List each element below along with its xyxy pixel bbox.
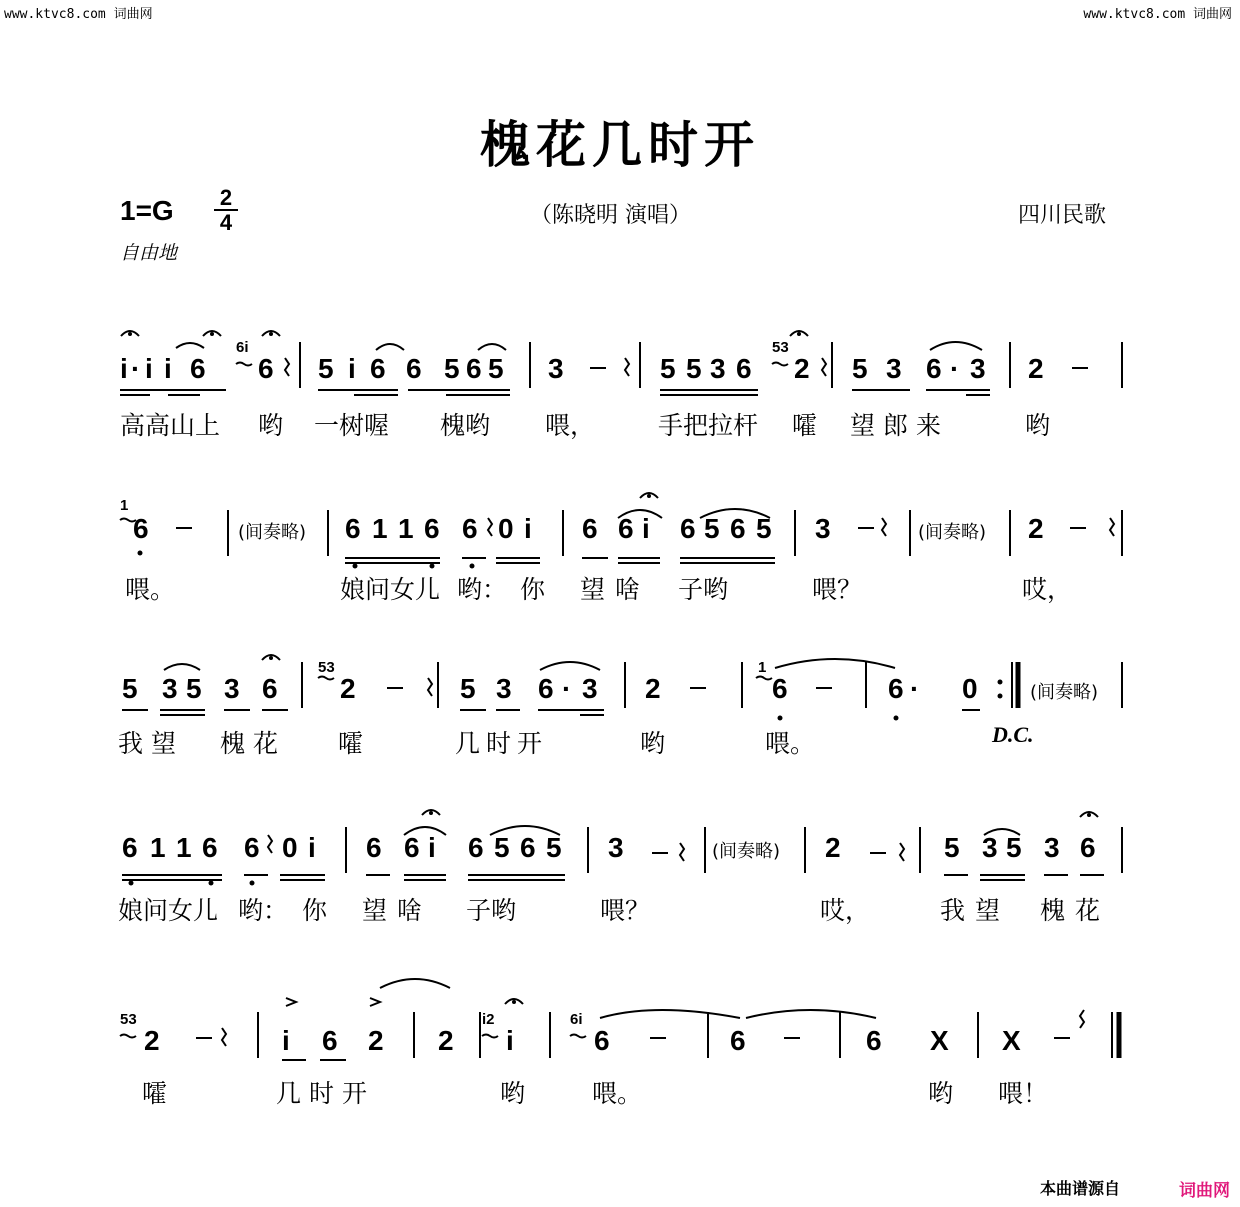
lyric: 我望 bbox=[118, 729, 185, 758]
svg-text:6: 6 bbox=[202, 832, 218, 863]
svg-text:6: 6 bbox=[538, 673, 554, 704]
lyric: 你 bbox=[302, 896, 328, 925]
svg-text:6: 6 bbox=[866, 1025, 882, 1056]
svg-text:·: · bbox=[950, 353, 960, 384]
lyric: 哟 bbox=[258, 411, 284, 440]
lyric: 娘问女儿 bbox=[118, 896, 219, 925]
lyric: 槐花 bbox=[1040, 896, 1111, 925]
svg-text:0: 0 bbox=[962, 673, 978, 704]
svg-text:3: 3 bbox=[710, 353, 726, 384]
watermark-left: www.ktvc8.com 词曲网 bbox=[4, 7, 153, 22]
svg-text:i: i bbox=[506, 1025, 514, 1056]
svg-text:5: 5 bbox=[660, 353, 676, 384]
svg-text:5: 5 bbox=[546, 832, 562, 863]
footer-logo[interactable]: 词曲网 bbox=[1179, 1181, 1230, 1201]
svg-text:6: 6 bbox=[1080, 832, 1096, 863]
lyric: 望啥 bbox=[362, 896, 433, 925]
svg-text:6: 6 bbox=[730, 1025, 746, 1056]
svg-text:i: i bbox=[524, 513, 532, 544]
svg-text:1: 1 bbox=[120, 497, 129, 514]
svg-text:1: 1 bbox=[176, 832, 192, 863]
svg-text:i: i bbox=[642, 513, 650, 544]
svg-text:·: · bbox=[910, 673, 920, 704]
lyric: 哎， bbox=[1022, 575, 1073, 604]
dc-marking: D.C. bbox=[992, 722, 1034, 747]
svg-text:2: 2 bbox=[645, 673, 661, 704]
svg-text:6: 6 bbox=[466, 353, 482, 384]
lyric: 槐哟 bbox=[440, 411, 491, 440]
svg-text:6: 6 bbox=[772, 673, 788, 704]
svg-text:5: 5 bbox=[460, 673, 476, 704]
lyric: 哟 bbox=[928, 1079, 954, 1108]
svg-text:i: i bbox=[348, 353, 356, 384]
svg-text:i: i bbox=[428, 832, 436, 863]
svg-text:6: 6 bbox=[345, 513, 361, 544]
svg-text:6: 6 bbox=[888, 673, 904, 704]
key-signature: 1=G bbox=[120, 195, 174, 226]
svg-text:6: 6 bbox=[133, 513, 149, 544]
lyric: 喂？ bbox=[600, 896, 651, 925]
svg-text:i: i bbox=[308, 832, 316, 863]
svg-text:6: 6 bbox=[680, 513, 696, 544]
svg-text:·: · bbox=[131, 353, 141, 384]
lyric: 槐花 bbox=[220, 729, 287, 758]
svg-text:2: 2 bbox=[438, 1025, 454, 1056]
svg-text:X: X bbox=[930, 1025, 949, 1056]
svg-text:6: 6 bbox=[370, 353, 386, 384]
svg-text:6: 6 bbox=[322, 1025, 338, 1056]
svg-text:6i: 6i bbox=[236, 339, 249, 356]
lyric: 望啥 bbox=[580, 575, 651, 604]
svg-text:6: 6 bbox=[520, 832, 536, 863]
footer-source: 本曲谱源自 bbox=[1039, 1179, 1120, 1198]
svg-text:1: 1 bbox=[398, 513, 414, 544]
svg-text:6: 6 bbox=[244, 832, 260, 863]
svg-text:6: 6 bbox=[190, 353, 206, 384]
svg-text:53: 53 bbox=[120, 1011, 137, 1028]
svg-text:i: i bbox=[145, 353, 153, 384]
svg-text:2: 2 bbox=[144, 1025, 160, 1056]
lyric: 手把拉杆 bbox=[658, 411, 759, 440]
lyric: 喂。 bbox=[125, 575, 176, 604]
svg-text:5: 5 bbox=[444, 353, 460, 384]
svg-text:6: 6 bbox=[926, 353, 942, 384]
svg-text:3: 3 bbox=[548, 353, 564, 384]
svg-text:5: 5 bbox=[1006, 832, 1022, 863]
svg-text:6: 6 bbox=[404, 832, 420, 863]
staff-row-2 bbox=[0, 488, 1240, 638]
svg-text:6: 6 bbox=[462, 513, 478, 544]
staff-row-3 bbox=[0, 640, 1240, 790]
lyric: 哎， bbox=[820, 896, 871, 925]
interlude-label: (间奏略) bbox=[1030, 682, 1099, 703]
lyric: 哟 bbox=[500, 1079, 526, 1108]
lyric: 哟 bbox=[1025, 411, 1051, 440]
svg-text:2: 2 bbox=[340, 673, 356, 704]
svg-text:5: 5 bbox=[186, 673, 202, 704]
lyric: 嚯 bbox=[142, 1079, 168, 1108]
score-row-2 bbox=[0, 488, 1240, 638]
lyric: 子哟 bbox=[678, 575, 729, 604]
svg-text:3: 3 bbox=[224, 673, 240, 704]
svg-text:1: 1 bbox=[372, 513, 388, 544]
staff-row-1 bbox=[0, 320, 1240, 470]
time-signature-bottom: 4 bbox=[219, 210, 233, 235]
svg-text:5: 5 bbox=[488, 353, 504, 384]
lyric: 子哟 bbox=[466, 896, 517, 925]
lyric: 喂。 bbox=[592, 1079, 643, 1108]
svg-text:5: 5 bbox=[944, 832, 960, 863]
svg-text:3: 3 bbox=[970, 353, 986, 384]
svg-text:6: 6 bbox=[618, 513, 634, 544]
svg-text:i: i bbox=[282, 1025, 290, 1056]
svg-text:6: 6 bbox=[594, 1025, 610, 1056]
svg-text:3: 3 bbox=[982, 832, 998, 863]
svg-text:6: 6 bbox=[258, 353, 274, 384]
svg-text:3: 3 bbox=[496, 673, 512, 704]
interlude-label: (间奏略) bbox=[712, 841, 781, 862]
time-signature bbox=[214, 186, 238, 234]
svg-text:6: 6 bbox=[406, 353, 422, 384]
lyric: 喂， bbox=[545, 411, 596, 440]
svg-text:1: 1 bbox=[150, 832, 166, 863]
svg-text:1: 1 bbox=[758, 659, 767, 676]
time-signature-top: 2 bbox=[219, 185, 233, 210]
performer: （陈晓明 演唱） bbox=[530, 203, 691, 228]
lyric: 你 bbox=[520, 575, 546, 604]
svg-text:6: 6 bbox=[366, 832, 382, 863]
lyric: 嚯 bbox=[792, 411, 818, 440]
svg-text:6: 6 bbox=[424, 513, 440, 544]
svg-text:0: 0 bbox=[282, 832, 298, 863]
svg-text:3: 3 bbox=[886, 353, 902, 384]
svg-text:3: 3 bbox=[582, 673, 598, 704]
svg-text:2: 2 bbox=[794, 353, 810, 384]
genre: 四川民歌 bbox=[1018, 203, 1107, 228]
svg-text:2: 2 bbox=[1028, 353, 1044, 384]
svg-text:6: 6 bbox=[262, 673, 278, 704]
svg-text:3: 3 bbox=[815, 513, 831, 544]
svg-text:5: 5 bbox=[686, 353, 702, 384]
watermark-right: www.ktvc8.com 词曲网 bbox=[1083, 7, 1232, 22]
lyric: 喂？ bbox=[812, 575, 863, 604]
svg-text:·: · bbox=[562, 673, 572, 704]
score-row-3 bbox=[0, 640, 1240, 790]
svg-text:6: 6 bbox=[730, 513, 746, 544]
svg-text:3: 3 bbox=[162, 673, 178, 704]
svg-text:5: 5 bbox=[318, 353, 334, 384]
svg-text:5: 5 bbox=[122, 673, 138, 704]
lyric: 我望 bbox=[940, 896, 1011, 925]
svg-text:i2: i2 bbox=[482, 1011, 495, 1028]
svg-text:53: 53 bbox=[318, 659, 335, 676]
score-row-4 bbox=[0, 805, 1240, 955]
svg-text:2: 2 bbox=[368, 1025, 384, 1056]
svg-text:2: 2 bbox=[1028, 513, 1044, 544]
svg-text:3: 3 bbox=[608, 832, 624, 863]
svg-text:6: 6 bbox=[736, 353, 752, 384]
staff-row-4 bbox=[0, 805, 1240, 955]
svg-text:5: 5 bbox=[756, 513, 772, 544]
lyric: 几时开 bbox=[455, 729, 549, 758]
svg-text:X: X bbox=[1002, 1025, 1021, 1056]
interlude-label: (间奏略) bbox=[238, 522, 307, 543]
svg-text:0: 0 bbox=[498, 513, 514, 544]
song-title: 槐花几时开 bbox=[480, 115, 760, 174]
lyric: 娘问女儿 bbox=[340, 575, 441, 604]
svg-text:5: 5 bbox=[704, 513, 720, 544]
lyric: 望郎来 bbox=[850, 411, 950, 440]
svg-text:i: i bbox=[164, 353, 172, 384]
lyric: 哟 bbox=[640, 729, 666, 758]
score-row-5 bbox=[0, 972, 1240, 1122]
svg-text:6: 6 bbox=[122, 832, 138, 863]
svg-text:6: 6 bbox=[582, 513, 598, 544]
lyric: 高高山上 bbox=[120, 411, 221, 440]
lyric: 喂。 bbox=[765, 729, 816, 758]
svg-text:6i: 6i bbox=[570, 1011, 583, 1028]
svg-text:5: 5 bbox=[494, 832, 510, 863]
svg-text:2: 2 bbox=[825, 832, 841, 863]
interlude-label: (间奏略) bbox=[918, 522, 987, 543]
lyric: 嚯 bbox=[338, 729, 364, 758]
svg-text:5: 5 bbox=[852, 353, 868, 384]
tempo-marking: 自由地 bbox=[120, 242, 178, 264]
svg-text:53: 53 bbox=[772, 339, 789, 356]
lyric: 哟： bbox=[238, 896, 289, 925]
svg-text:6: 6 bbox=[468, 832, 484, 863]
svg-text:i: i bbox=[120, 353, 128, 384]
lyric: 哟： bbox=[457, 575, 508, 604]
score-row-1 bbox=[0, 320, 1240, 470]
lyric: 喂！ bbox=[998, 1079, 1049, 1108]
svg-text:3: 3 bbox=[1044, 832, 1060, 863]
lyric: 几时开 bbox=[276, 1079, 376, 1108]
lyric: 一树喔 bbox=[314, 411, 390, 440]
